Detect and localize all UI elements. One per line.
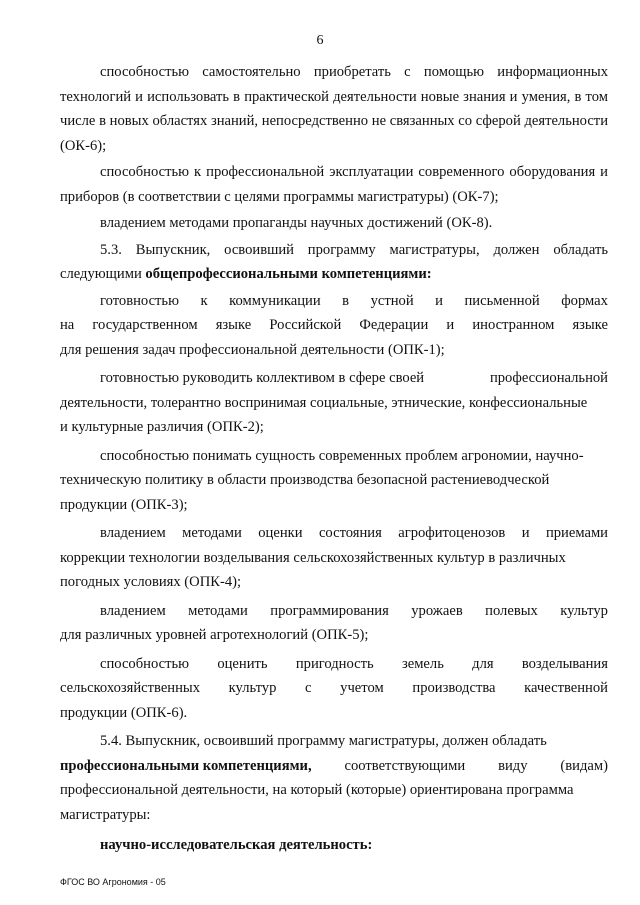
word: профессиональной — [489, 370, 608, 386]
word: коррекции технологии возделывания сельскохозяйственных культур в различных — [60, 549, 566, 566]
p54-line-4 — [60, 803, 608, 828]
page-number: 6 — [316, 33, 324, 48]
word: устной — [370, 292, 414, 309]
word: готовностью — [100, 292, 179, 309]
word: Российской — [269, 317, 342, 333]
bold-term: профессиональными компетенциями, — [60, 757, 312, 774]
word: виду — [498, 757, 528, 774]
paragraph-5-3-bold: общепрофессиональными компетенциями: — [145, 266, 432, 282]
word: с — [305, 680, 312, 696]
word: продукции (ОПК-6). — [60, 704, 188, 721]
opk1-line-1 — [60, 289, 608, 314]
word: учетом — [340, 680, 384, 696]
word: сельскохозяйственных — [60, 680, 201, 696]
paragraph-ok6: способностью самостоятельно приобретать с помощью информационных технологий и использовать в практической деятельности новые знания и умения, в том числе в новых областях знаний, непосредственно не связанных со сферой деятельности (ОК-6); — [60, 64, 608, 154]
word: и — [446, 317, 455, 333]
word: методами — [182, 525, 242, 541]
section-heading-text: научно-исследовательская деятельность: — [100, 837, 373, 853]
word: (видам) — [560, 757, 608, 774]
block-opk6 — [60, 652, 608, 726]
opk3-line-3 — [60, 493, 608, 518]
page-footer: ФГОС ВО Агрономия - 05 — [60, 877, 166, 887]
opk3-line-2 — [60, 468, 608, 493]
opk5-line-2 — [60, 623, 608, 648]
word: профессиональной деятельности, на который (которые) ориентирована программа — [60, 782, 574, 798]
block-opk5 — [60, 599, 608, 648]
word: продукции (ОПК-3); — [60, 496, 188, 513]
word: возделывания — [521, 655, 608, 672]
opk4-line-2 — [60, 546, 608, 571]
opk3-line-1 — [60, 444, 608, 469]
word: способностью — [100, 655, 190, 672]
word: и — [435, 292, 443, 309]
p54-line-2 — [60, 754, 608, 779]
word: и — [521, 525, 530, 541]
word: культур — [228, 680, 277, 696]
word: приемами — [545, 525, 608, 541]
word: полевых — [485, 602, 538, 619]
word: методами — [188, 602, 248, 619]
word: пригодность — [295, 655, 374, 672]
section-heading — [60, 833, 608, 858]
word: коммуникации — [229, 292, 321, 309]
opk4-line-3 — [60, 570, 608, 595]
word: в — [342, 292, 350, 309]
word: письменной — [464, 292, 540, 309]
word: техническую политику в области производства безопасной растениеводческой — [60, 472, 550, 488]
word: формах — [561, 292, 608, 309]
p54-line-3 — [60, 778, 608, 803]
p54-line-1 — [60, 729, 608, 754]
word: для различных уровней агротехнологий (ОПК-5); — [60, 627, 369, 643]
word: языке — [572, 317, 608, 333]
word: Федерации — [359, 317, 429, 333]
word: агрофитоценозов — [398, 525, 506, 541]
word: 5.4. Выпускник, освоивший программу магистратуры, должен обладать — [100, 733, 547, 749]
block-opk4 — [60, 521, 608, 595]
word: программирования — [270, 602, 389, 619]
word: владением — [100, 525, 166, 541]
opk6-line-1 — [60, 652, 608, 677]
opk6-line-2 — [60, 676, 608, 701]
paragraph-ok7: способностью к профессиональной эксплуатации современного оборудования и приборов (в соответствии с целями программы магистратуры) (ОК-7); — [60, 164, 608, 205]
word: на — [60, 317, 75, 333]
block-opk1 — [60, 289, 608, 363]
opk1-line-3 — [60, 338, 608, 363]
opk1-line-2 — [60, 313, 608, 338]
block-opk2 — [60, 366, 608, 440]
word: состояния — [318, 525, 382, 541]
word: оценки — [258, 525, 303, 541]
word: соответствующими — [344, 757, 466, 774]
opk2-line-2 — [60, 391, 608, 416]
word: языке — [215, 317, 252, 333]
word: и культурные различия (ОПК-2); — [60, 419, 264, 435]
word: качественной — [524, 680, 608, 696]
word: для — [472, 655, 494, 672]
word: владением — [100, 602, 166, 619]
opk6-line-3 — [60, 701, 608, 726]
word: магистратуры: — [60, 806, 151, 823]
word: для решения задач профессиональной деятельности (ОПК-1); — [60, 341, 445, 358]
paragraph-5-3-text: 5.3. Выпускник, освоивший программу магистратуры, должен обладать следующими — [60, 241, 608, 282]
word: оценить — [217, 655, 268, 672]
opk2-line-1 — [60, 366, 608, 391]
opk4-line-1 — [60, 521, 608, 546]
paragraph-5-3 — [60, 238, 608, 287]
word: производства — [412, 680, 496, 696]
block-opk3 — [60, 444, 608, 518]
word: способностью понимать сущность современных проблем агрономии, научно- — [100, 447, 584, 464]
word: к — [200, 292, 208, 309]
word: деятельности, толерантно воспринимая социальные, этнические, конфессиональные — [60, 394, 588, 411]
word: культур — [560, 602, 608, 619]
word: погодных условиях (ОПК-4); — [60, 574, 242, 590]
word: иностранном — [472, 317, 555, 333]
document-body — [60, 60, 608, 858]
block-5-4 — [60, 729, 608, 827]
word: земель — [401, 655, 444, 672]
word: государственном — [92, 317, 198, 333]
word: готовностью руководить коллективом в сфере своей — [100, 370, 425, 386]
opk2-line-3 — [60, 415, 608, 440]
word: урожаев — [411, 602, 463, 619]
paragraph-ok8: владением методами пропаганды научных достижений (ОК-8). — [100, 215, 493, 231]
opk5-line-1 — [60, 599, 608, 624]
